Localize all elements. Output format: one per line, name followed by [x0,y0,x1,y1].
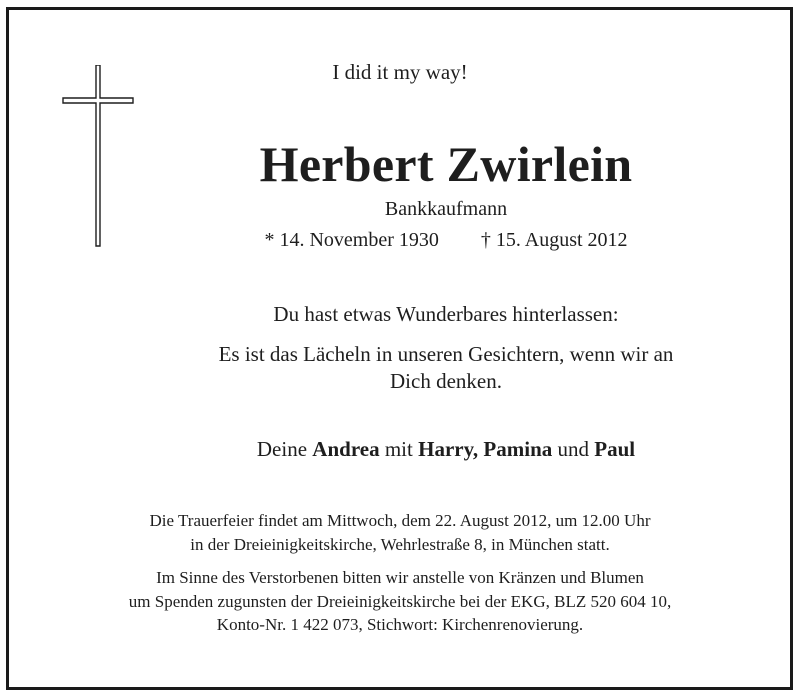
deceased-name: Herbert Zwirlein [259,136,633,192]
verse-line-2: Es ist das Lächeln in unseren Gesichtern, wenn wir an [218,342,674,366]
family-name-andrea: Andrea [312,437,380,461]
birth-date: * 14. November 1930 [264,229,439,251]
service-line-1: Die Trauerfeier findet am Mittwoch, dem 22. August 2012, um 12.00 Uhr [149,511,651,530]
verse-line-1: Du hast etwas Wunderbares hinterlassen: [273,302,619,326]
family-und: und [557,437,590,461]
profession: Bankkaufmann [384,198,508,220]
family-prefix: Deine [256,437,308,461]
family-name-paul: Paul [594,437,636,461]
verse-line-3: Dich denken. [390,369,502,393]
family-mit: mit [384,437,413,461]
family-names-children: Harry, Pamina [418,437,553,461]
life-dates [46,229,800,252]
donation-line-1: Im Sinne des Verstorbenen bitten wir anstelle von Kränzen und Blumen [156,568,644,587]
motto: I did it my way! [332,60,468,84]
donation-line-3: Konto-Nr. 1 422 073, Stichwort: Kirchenrenovierung. [216,615,584,634]
donation-line-2: um Spenden zugunsten der Dreieinigkeitskirche bei der EKG, BLZ 520 604 10, [128,592,672,611]
death-date: † 15. August 2012 [480,229,628,251]
service-line-2: in der Dreieinigkeitskirche, Wehrlestraße 8, in München statt. [190,535,610,554]
family-signature [46,437,800,462]
